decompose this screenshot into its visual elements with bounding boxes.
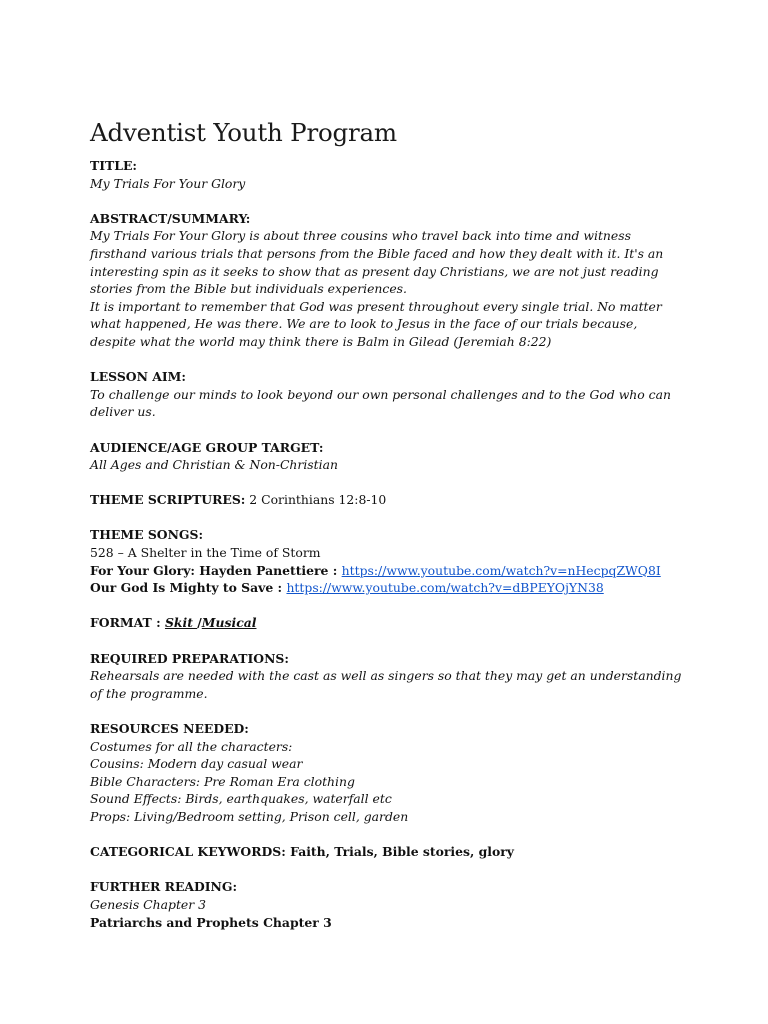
- preparations-text: Rehearsals are needed with the cast as well as singers so that they may get an understanding of the programme.: [90, 668, 682, 701]
- further-reading-section: [90, 878, 686, 931]
- preparations-section: [90, 650, 686, 703]
- preparations-heading: REQUIRED PREPARATIONS:: [90, 650, 289, 666]
- resources-heading: RESOURCES NEEDED:: [90, 721, 249, 736]
- abstract-heading: ABSTRACT/SUMMARY:: [90, 210, 251, 226]
- resource-item: Sound Effects: Birds, earthquakes, waterfall etc: [90, 791, 392, 807]
- document-body: [90, 118, 686, 949]
- format-section: [90, 614, 686, 632]
- resources-section: [90, 720, 686, 826]
- abstract-paragraph-1: My Trials For Your Glory is about three cousins who travel back into time and witness firsthand various trials that persons from the Bible faced and how they dealt with it. It's an interesting spin as it seeks to show that as present day Christians, we are not just reading stories from the Bible but individuals experiences.: [90, 228, 664, 297]
- title-section: [90, 157, 686, 192]
- abstract-paragraph-2: It is important to remember that God was present throughout every single trial. No matter what happened, He was there. We are to look to Jesus in the face of our trials because, despite what the world may think there is Balm in Gilead (Jeremiah 8:22): [90, 298, 662, 349]
- audience-heading: AUDIENCE/AGE GROUP TARGET:: [90, 439, 324, 455]
- songs-section: [90, 526, 686, 596]
- song-2-label: For Your Glory: Hayden Panettiere :: [90, 562, 342, 578]
- song-2: [90, 562, 686, 580]
- further-reading-item-1: Genesis Chapter 3: [90, 896, 206, 912]
- title-heading: TITLE:: [90, 158, 137, 173]
- resource-item: Costumes for all the characters:: [90, 738, 293, 754]
- format-heading: FORMAT :: [90, 615, 165, 631]
- lesson-aim-section: [90, 368, 686, 421]
- keywords-section: [90, 843, 686, 861]
- keywords-heading: CATEGORICAL KEYWORDS:: [90, 844, 286, 860]
- further-reading-item-2: Patriarchs and Prophets Chapter 3: [90, 914, 332, 930]
- resource-item: Bible Characters: Pre Roman Era clothing: [90, 773, 355, 789]
- audience-section: [90, 439, 686, 474]
- lesson-aim-text: To challenge our minds to look beyond our own personal challenges and to the God who can deliver us.: [90, 386, 671, 420]
- audience-text: All Ages and Christian & Non-Christian: [90, 457, 338, 473]
- format-skit: Skit: [164, 615, 198, 631]
- song-1: 528 – A Shelter in the Time of Storm: [90, 545, 321, 561]
- song-3-link[interactable]: https://www.youtube.com/watch?v=dBPEYOjYN38: [286, 580, 604, 596]
- document-title: Adventist Youth Program: [90, 118, 397, 147]
- scriptures-section: [90, 491, 686, 509]
- keywords-text: Faith, Trials, Bible stories, glory: [285, 844, 514, 860]
- program-title: My Trials For Your Glory: [90, 175, 246, 191]
- format-separator: /: [197, 615, 202, 631]
- format-musical: Musical: [201, 615, 257, 631]
- abstract-section: [90, 210, 686, 351]
- lesson-aim-heading: LESSON AIM:: [90, 369, 186, 385]
- songs-heading: THEME SONGS:: [90, 527, 204, 543]
- further-reading-heading: FURTHER READING:: [90, 879, 238, 895]
- scriptures-text: 2 Corinthians 12:8-10: [245, 492, 387, 508]
- resource-item: Props: Living/Bedroom setting, Prison cell, garden: [90, 808, 409, 824]
- scriptures-heading: THEME SCRIPTURES:: [90, 492, 246, 508]
- resource-item: Cousins: Modern day casual wear: [90, 756, 303, 772]
- song-3: [90, 579, 686, 597]
- song-2-link[interactable]: https://www.youtube.com/watch?v=nHecpqZWQ8I: [341, 562, 661, 578]
- song-3-label: Our God Is Mighty to Save :: [90, 580, 287, 596]
